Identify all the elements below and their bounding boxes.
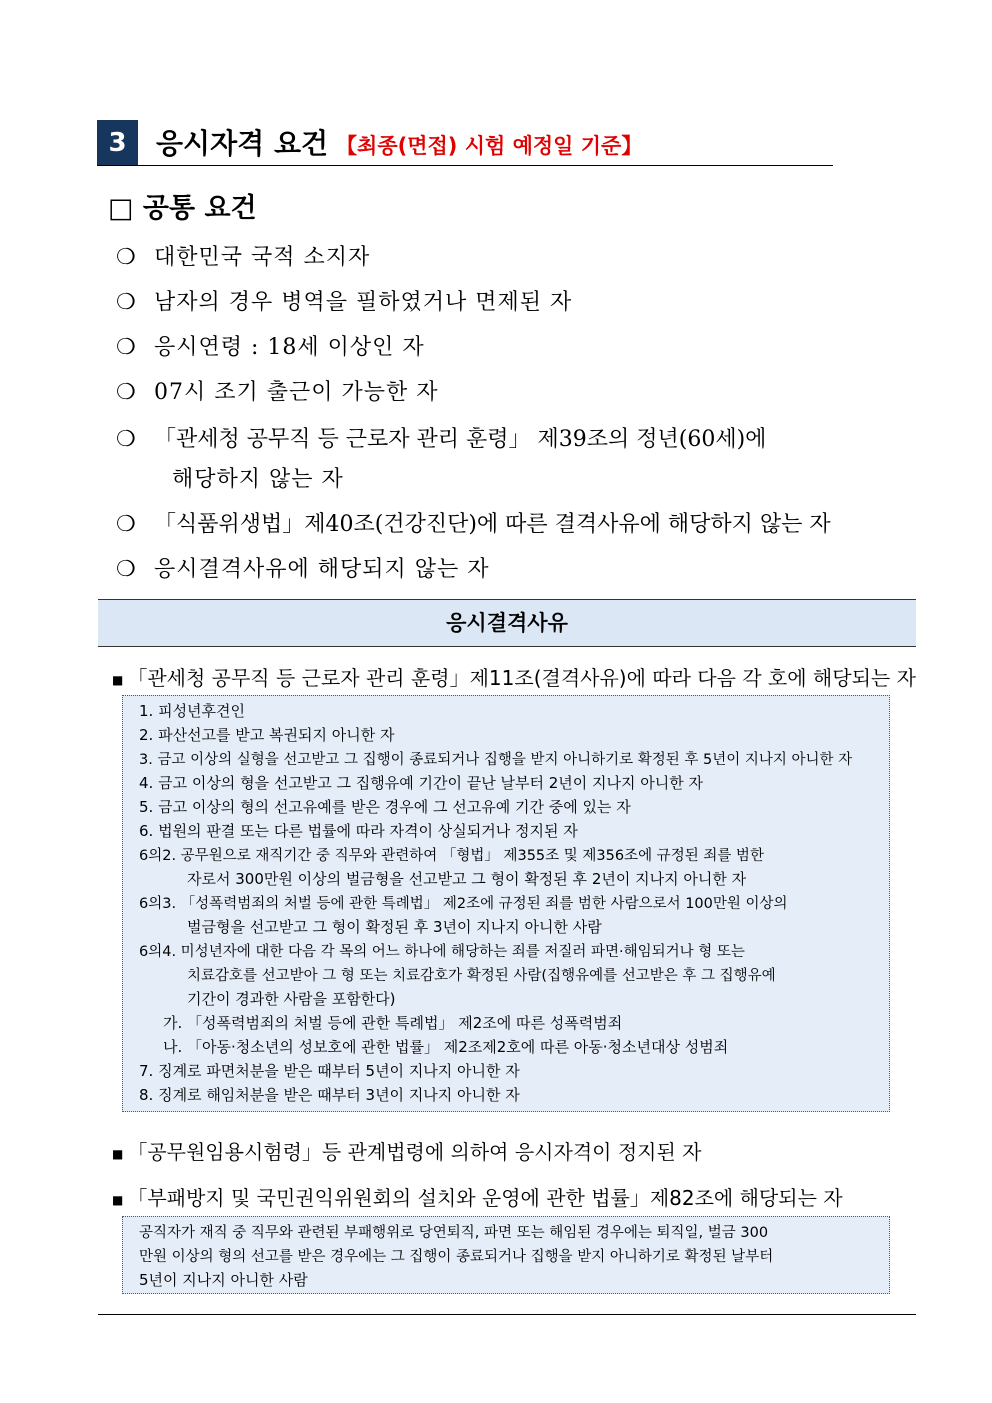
common-heading: □ 공통 요건 [108,193,257,224]
circle-bullet-icon: ❍ [116,335,137,360]
box-line: 7. 징계로 파면처분을 받은 때부터 5년이 지나지 아니한 자 [139,1062,520,1080]
box-line: 만원 이상의 형의 선고를 받은 경우에는 그 집행이 종료되거나 집행을 받지 아니하기로 확정된 날부터 [139,1249,774,1265]
box-line: 벌금형을 선고받고 그 형이 확정된 후 3년이 지나지 아니한 사람 [187,918,602,936]
list-item [116,240,370,271]
square-bullet-icon: ■ [112,1146,124,1161]
circle-bullet-icon: ❍ [116,290,137,315]
disqualification-group-title [112,1136,701,1165]
item-text: 응시연령 : 18세 이상인 자 [154,335,425,360]
box-line: 자로서 300만원 이상의 벌금형을 선고받고 그 형이 확정된 후 2년이 지나지 아니한 자 [187,870,747,888]
group-title-text: 「부패방지 및 국민권익위원회의 설치와 운영에 관한 법률」제82조에 해당되는 자 [127,1186,843,1210]
box-line: 6의4. 미성년자에 대한 다음 각 목의 어느 하나에 해당하는 죄를 저질러 파면·해임되거나 형 또는 [139,944,745,960]
circle-bullet-icon: ❍ [116,512,136,537]
box-line: 2. 파산선고를 받고 복권되지 아니한 자 [139,726,395,744]
box-line: 1. 피성년후견인 [139,702,246,720]
divider [97,165,833,166]
item-text: 남자의 경우 병역을 필하였거나 면제된 자 [154,290,573,315]
section-title [156,122,642,162]
item-text: 「관세청 공무직 등 근로자 관리 훈령」 제39조의 정년(60세)에 [154,427,767,452]
list-item [116,285,572,316]
bottom-divider [98,1314,916,1315]
box-line: 6. 법원의 판결 또는 다른 법률에 따라 자격이 상실되거나 정지된 자 [139,822,578,840]
box-line: 가. 「성폭력범죄의 처벌 등에 관한 특례법」 제2조에 따른 성폭력범죄 [163,1014,623,1032]
circle-bullet-icon: ❍ [116,427,136,452]
box-line: 5년이 지나지 아니한 사람 [139,1271,308,1289]
list-item [116,552,490,583]
disqualification-box [122,695,890,1112]
item-text: 대한민국 국적 소지자 [154,245,371,270]
list-item [116,422,766,453]
box-line: 기간이 경과한 사람을 포함한다) [187,990,396,1008]
list-item [116,330,425,361]
corruption-box [122,1216,890,1294]
box-line: 5. 금고 이상의 형의 선고유예를 받은 경우에 그 선고유예 기간 중에 있는 자 [139,798,631,816]
square-bullet-icon: ■ [112,672,124,687]
item-text: 응시결격사유에 해당되지 않는 자 [154,557,490,582]
section-title-text: 응시자격 요건 [156,127,329,160]
disqualification-group-title [112,1182,843,1211]
list-item [116,507,831,538]
circle-bullet-icon: ❍ [116,380,137,405]
section-number: 3 [97,120,138,166]
section-note: 【최종(면접) 시험 예정일 기준】 [336,134,643,158]
box-line: 4. 금고 이상의 형을 선고받고 그 집행유예 기간이 끝난 날부터 2년이 지나지 아니한 자 [139,774,704,792]
disqualification-heading: 응시결격사유 [98,599,916,647]
group-title-text: 「공무원임용시험령」등 관계법령에 의하여 응시자격이 정지된 자 [127,1140,702,1164]
circle-bullet-icon: ❍ [116,245,137,270]
box-line: 치료감호를 선고받아 그 형 또는 치료감호가 확정된 사람(집행유예를 선고받은 후 그 집행유예 [187,968,776,984]
item-text: 07시 조기 출근이 가능한 자 [154,380,439,405]
box-line: 8. 징계로 해임처분을 받은 때부터 3년이 지나지 아니한 자 [139,1086,520,1104]
disqualification-group-title [112,662,916,691]
square-bullet-icon: ■ [112,1192,124,1207]
circle-bullet-icon: ❍ [116,557,137,582]
box-line: 3. 금고 이상의 실형을 선고받고 그 집행이 종료되거나 집행을 받지 아니하기로 확정된 후 5년이 지나지 아니한 자 [139,752,853,768]
group-title-text: 「관세청 공무직 등 근로자 관리 훈령」제11조(결격사유)에 따라 다음 각 호에 해당되는 자 [127,666,916,690]
box-line: 공직자가 재직 중 직무와 관련된 부패행위로 당연퇴직, 파면 또는 해임된 경우에는 퇴직일, 벌금 300 [139,1225,769,1241]
list-item [116,375,439,406]
box-line: 6의2. 공무원으로 재직기간 중 직무와 관련하여 「형법」 제355조 및 제356조에 규정된 죄를 범한 [139,848,764,864]
list-item-continuation: 해당하지 않는 자 [172,467,344,492]
item-text: 「식품위생법」제40조(건강진단)에 따른 결격사유에 해당하지 않는 자 [154,512,831,537]
box-line: 나. 「아동·청소년의 성보호에 관한 법률」 제2조제2호에 따른 아동·청소년대상 성범죄 [163,1038,729,1056]
box-line: 6의3. 「성폭력범죄의 처벌 등에 관한 특례법」 제2조에 규정된 죄를 범한 사람으로서 100만원 이상의 [139,896,788,912]
